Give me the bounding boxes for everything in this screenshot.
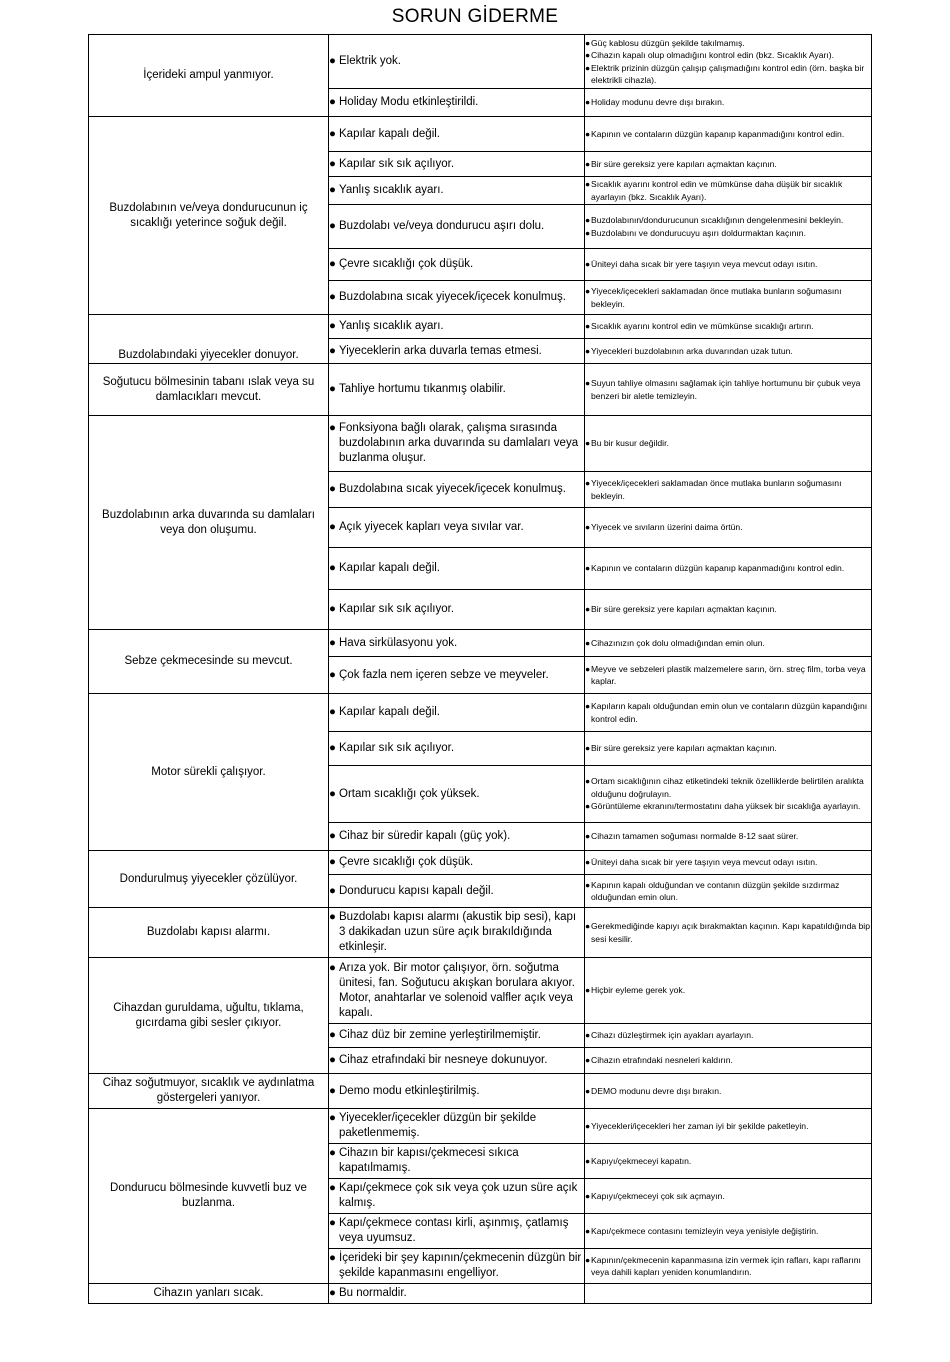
cause-cell: ● Cihazın bir kapısı/çekmecesi sıkıca kapatılmamış. [329,1144,585,1179]
cause-cell: ● Buzdolabına sıcak yiyecek/içecek konulmuş. [329,472,585,508]
solution-cell: ●Kapının ve contaların düzgün kapanıp kapanmadığını kontrol edin. [585,117,872,152]
cause-cell: ● Çok fazla nem içeren sebze ve meyveler. [329,657,585,694]
table-row [89,851,872,875]
cause-cell: ● Kapı/çekmece contası kirli, aşınmış, çatlamış veya uyumsuz. [329,1214,585,1249]
cause-cell: ● Buzdolabına sıcak yiyecek/içecek konulmuş. [329,281,585,315]
cause-cell: ● Bu normaldir. [329,1284,585,1304]
solution-cell: ●Yiyecek/içecekleri saklamadan önce mutlaka bunların soğumasını bekleyin. [585,281,872,315]
solution-cell: ●Yiyecek ve sıvıların üzerini daima örtün. [585,508,872,548]
problem-cell: Sebze çekmecesinde su mevcut. [89,630,329,694]
cause-cell: ● Cihaz düz bir zemine yerleştirilmemiştir. [329,1024,585,1048]
solution-cell: ●Yiyecekleri/içecekleri her zaman iyi bir şekilde paketleyin. [585,1109,872,1144]
cause-cell: ● Kapılar kapalı değil. [329,117,585,152]
solution-cell: ●Cihazın etrafındaki nesneleri kaldırın. [585,1048,872,1074]
solution-cell: ●Güç kablosu düzgün şekilde takılmamış. ●Cihazın kapalı olup olmadığını kontrol edin (bkz. Sıcaklık Ayarı). ●Elektrik prizinin düzgün çalışıp çalışmadığını kontrol edin (örn. başka bir elektrikli cihazla). [585,35,872,89]
solution-cell: ●Yiyecek/içecekleri saklamadan önce mutlaka bunların soğumasını bekleyin. [585,472,872,508]
solution-cell: ●Sıcaklık ayarını kontrol edin ve mümkünse daha düşük bir sıcaklık ayarlayın (bkz. Sıcaklık Ayarı). [585,177,872,205]
solution-cell: ●Hiçbir eyleme gerek yok. [585,958,872,1024]
cause-cell: ● Kapılar sık sık açılıyor. [329,732,585,766]
cause-cell: ● Ortam sıcaklığı çok yüksek. [329,766,585,823]
solution-cell: ●Buzdolabının/dondurucunun sıcaklığının dengelenmesini bekleyin. ●Buzdolabını ve dondurucuyu aşırı doldurmaktan kaçının. [585,205,872,249]
cause-cell: ● Holiday Modu etkinleştirildi. [329,89,585,117]
cause-cell: ● İçerideki bir şey kapının/çekmecenin düzgün bir şekilde kapanmasını engelliyor. [329,1249,585,1284]
solution-cell: ●Kapıların kapalı olduğundan emin olun ve contaların düzgün kapandığını kontrol edin. [585,694,872,732]
solution-cell: ●Kapıyı/çekmeceyi çok sık açmayın. [585,1179,872,1214]
solution-cell: ●Cihazın tamamen soğuması normalde 8-12 saat sürer. [585,823,872,851]
problem-cell: İçerideki ampul yanmıyor. [89,35,329,117]
cause-cell: ● Kapılar sık sık açılıyor. [329,152,585,177]
solution-cell: ●Gerekmediğinde kapıyı açık bırakmaktan kaçının. Kapı kapatıldığında bip sesi kesilir. [585,908,872,958]
solution-cell: ●Cihazı düzleştirmek için ayakları ayarlayın. [585,1024,872,1048]
table-row [89,694,872,732]
table-row [89,364,872,416]
solution-cell: ●Bu bir kusur değildir. [585,416,872,472]
cause-cell: ● Çevre sıcaklığı çok düşük. [329,851,585,875]
cause-cell: ● Elektrik yok. [329,35,585,89]
solution-cell: ●Cihazınızın çok dolu olmadığından emin olun. [585,630,872,657]
cause-cell: ● Buzdolabı kapısı alarmı (akustik bip sesi), kapı 3 dakikadan uzun süre açık bırakıldığında etkinleşir. [329,908,585,958]
problem-cell: Cihaz soğutmuyor, sıcaklık ve aydınlatma göstergeleri yanıyor. [89,1074,329,1109]
table-row [89,630,872,657]
cause-cell: ● Yanlış sıcaklık ayarı. [329,177,585,205]
table-row [89,1109,872,1144]
solution-cell: ●Yiyecekleri buzdolabının arka duvarından uzak tutun. [585,339,872,364]
solution-cell: ●Bir süre gereksiz yere kapıları açmaktan kaçının. [585,590,872,630]
solution-cell: ●Üniteyi daha sıcak bir yere taşıyın veya mevcut odayı ısıtın. [585,851,872,875]
problem-cell: Cihazın yanları sıcak. [89,1284,329,1304]
solution-cell: ●Suyun tahliye olmasını sağlamak için tahliye hortumunu bir çubuk veya benzeri bir aletle temizleyin. [585,364,872,416]
solution-cell: ●Bir süre gereksiz yere kapıları açmaktan kaçının. [585,732,872,766]
page-title: SORUN GİDERME [391,6,559,27]
cause-cell: ● Yiyeceklerin arka duvarla temas etmesi. [329,339,585,364]
cause-cell: ● Fonksiyona bağlı olarak, çalışma sırasında buzdolabının arka duvarında su damlaları veya buzlanma oluşur. [329,416,585,472]
solution-cell: ●Holiday modunu devre dışı bırakın. [585,89,872,117]
solution-cell: ●Ortam sıcaklığının cihaz etiketindeki teknik özelliklerde belirtilen aralıkta olduğunu doğrulayın. ●Görüntüleme ekranını/termostatını daha yüksek bir sıcaklığa ayarlayın. [585,766,872,823]
table-row [89,416,872,472]
solution-cell: ●Meyve ve sebzeleri plastik malzemelere sarın, örn. streç film, torba veya kaplar. [585,657,872,694]
cause-cell: ● Yanlış sıcaklık ayarı. [329,315,585,339]
solution-cell: ●Kapının/çekmecenin kapanmasına izin vermek için rafları, kapı raflarını veya dahili kapları yeniden konumlandırın. [585,1249,872,1284]
cause-cell: ● Kapılar kapalı değil. [329,694,585,732]
cause-cell: ● Kapılar sık sık açılıyor. [329,590,585,630]
problem-cell: Soğutucu bölmesinin tabanı ıslak veya su damlacıkları mevcut. [89,364,329,416]
cause-cell: ● Cihaz bir süredir kapalı (güç yok). [329,823,585,851]
problem-cell: Buzdolabı kapısı alarmı. [89,908,329,958]
cause-cell: ● Kapı/çekmece çok sık veya çok uzun süre açık kalmış. [329,1179,585,1214]
table-row [89,1074,872,1109]
problem-cell: Buzdolabındaki yiyecekler donuyor. [89,315,329,364]
table-row [89,315,872,339]
cause-cell: ● Çevre sıcaklığı çok düşük. [329,249,585,281]
cause-cell: ● Demo modu etkinleştirilmiş. [329,1074,585,1109]
cause-cell: ● Hava sirkülasyonu yok. [329,630,585,657]
solution-cell: ●Üniteyi daha sıcak bir yere taşıyın veya mevcut odayı ısıtın. [585,249,872,281]
solution-cell: ●Kapının ve contaların düzgün kapanıp kapanmadığını kontrol edin. [585,548,872,590]
solution-cell: ●Kapıyı/çekmeceyi kapatın. [585,1144,872,1179]
problem-cell: Dondurucu bölmesinde kuvvetli buz ve buzlanma. [89,1109,329,1284]
cause-cell: ● Arıza yok. Bir motor çalışıyor, örn. soğutma ünitesi, fan. Soğutucu akışkan borulara akıyor. Motor, anahtarlar ve solenoid valfler açık veya kapalı. [329,958,585,1024]
troubleshooting-table [88,34,872,1304]
problem-cell: Motor sürekli çalışıyor. [89,694,329,851]
cause-cell: ● Açık yiyecek kapları veya sıvılar var. [329,508,585,548]
cause-cell: ● Kapılar kapalı değil. [329,548,585,590]
cause-cell: ● Cihaz etrafındaki bir nesneye dokunuyor. [329,1048,585,1074]
solution-cell: ●Kapının kapalı olduğundan ve contanın düzgün şekilde sızdırmaz olduğundan emin olun. [585,875,872,908]
table-row [89,117,872,152]
cause-cell: ● Yiyecekler/içecekler düzgün bir şekilde paketlenmemiş. [329,1109,585,1144]
solution-cell [585,1284,872,1304]
table-row [89,35,872,89]
solution-cell: ●Sıcaklık ayarını kontrol edin ve mümkünse sıcaklığı artırın. [585,315,872,339]
problem-cell: Dondurulmuş yiyecekler çözülüyor. [89,851,329,908]
solution-cell: ●Bir süre gereksiz yere kapıları açmaktan kaçının. [585,152,872,177]
problem-cell: Cihazdan guruldama, uğultu, tıklama, gıcırdama gibi sesler çıkıyor. [89,958,329,1074]
cause-cell: ● Tahliye hortumu tıkanmış olabilir. [329,364,585,416]
problem-cell: Buzdolabının ve/veya dondurucunun iç sıcaklığı yeterince soğuk değil. [89,117,329,315]
table-row [89,908,872,958]
problem-cell: Buzdolabının arka duvarında su damlaları veya don oluşumu. [89,416,329,630]
table-row [89,1284,872,1304]
table-row [89,958,872,1024]
cause-cell: ● Buzdolabı ve/veya dondurucu aşırı dolu. [329,205,585,249]
solution-cell: ●Kapı/çekmece contasını temizleyin veya yenisiyle değiştirin. [585,1214,872,1249]
cause-cell: ● Dondurucu kapısı kapalı değil. [329,875,585,908]
solution-cell: ●DEMO modunu devre dışı bırakın. [585,1074,872,1109]
